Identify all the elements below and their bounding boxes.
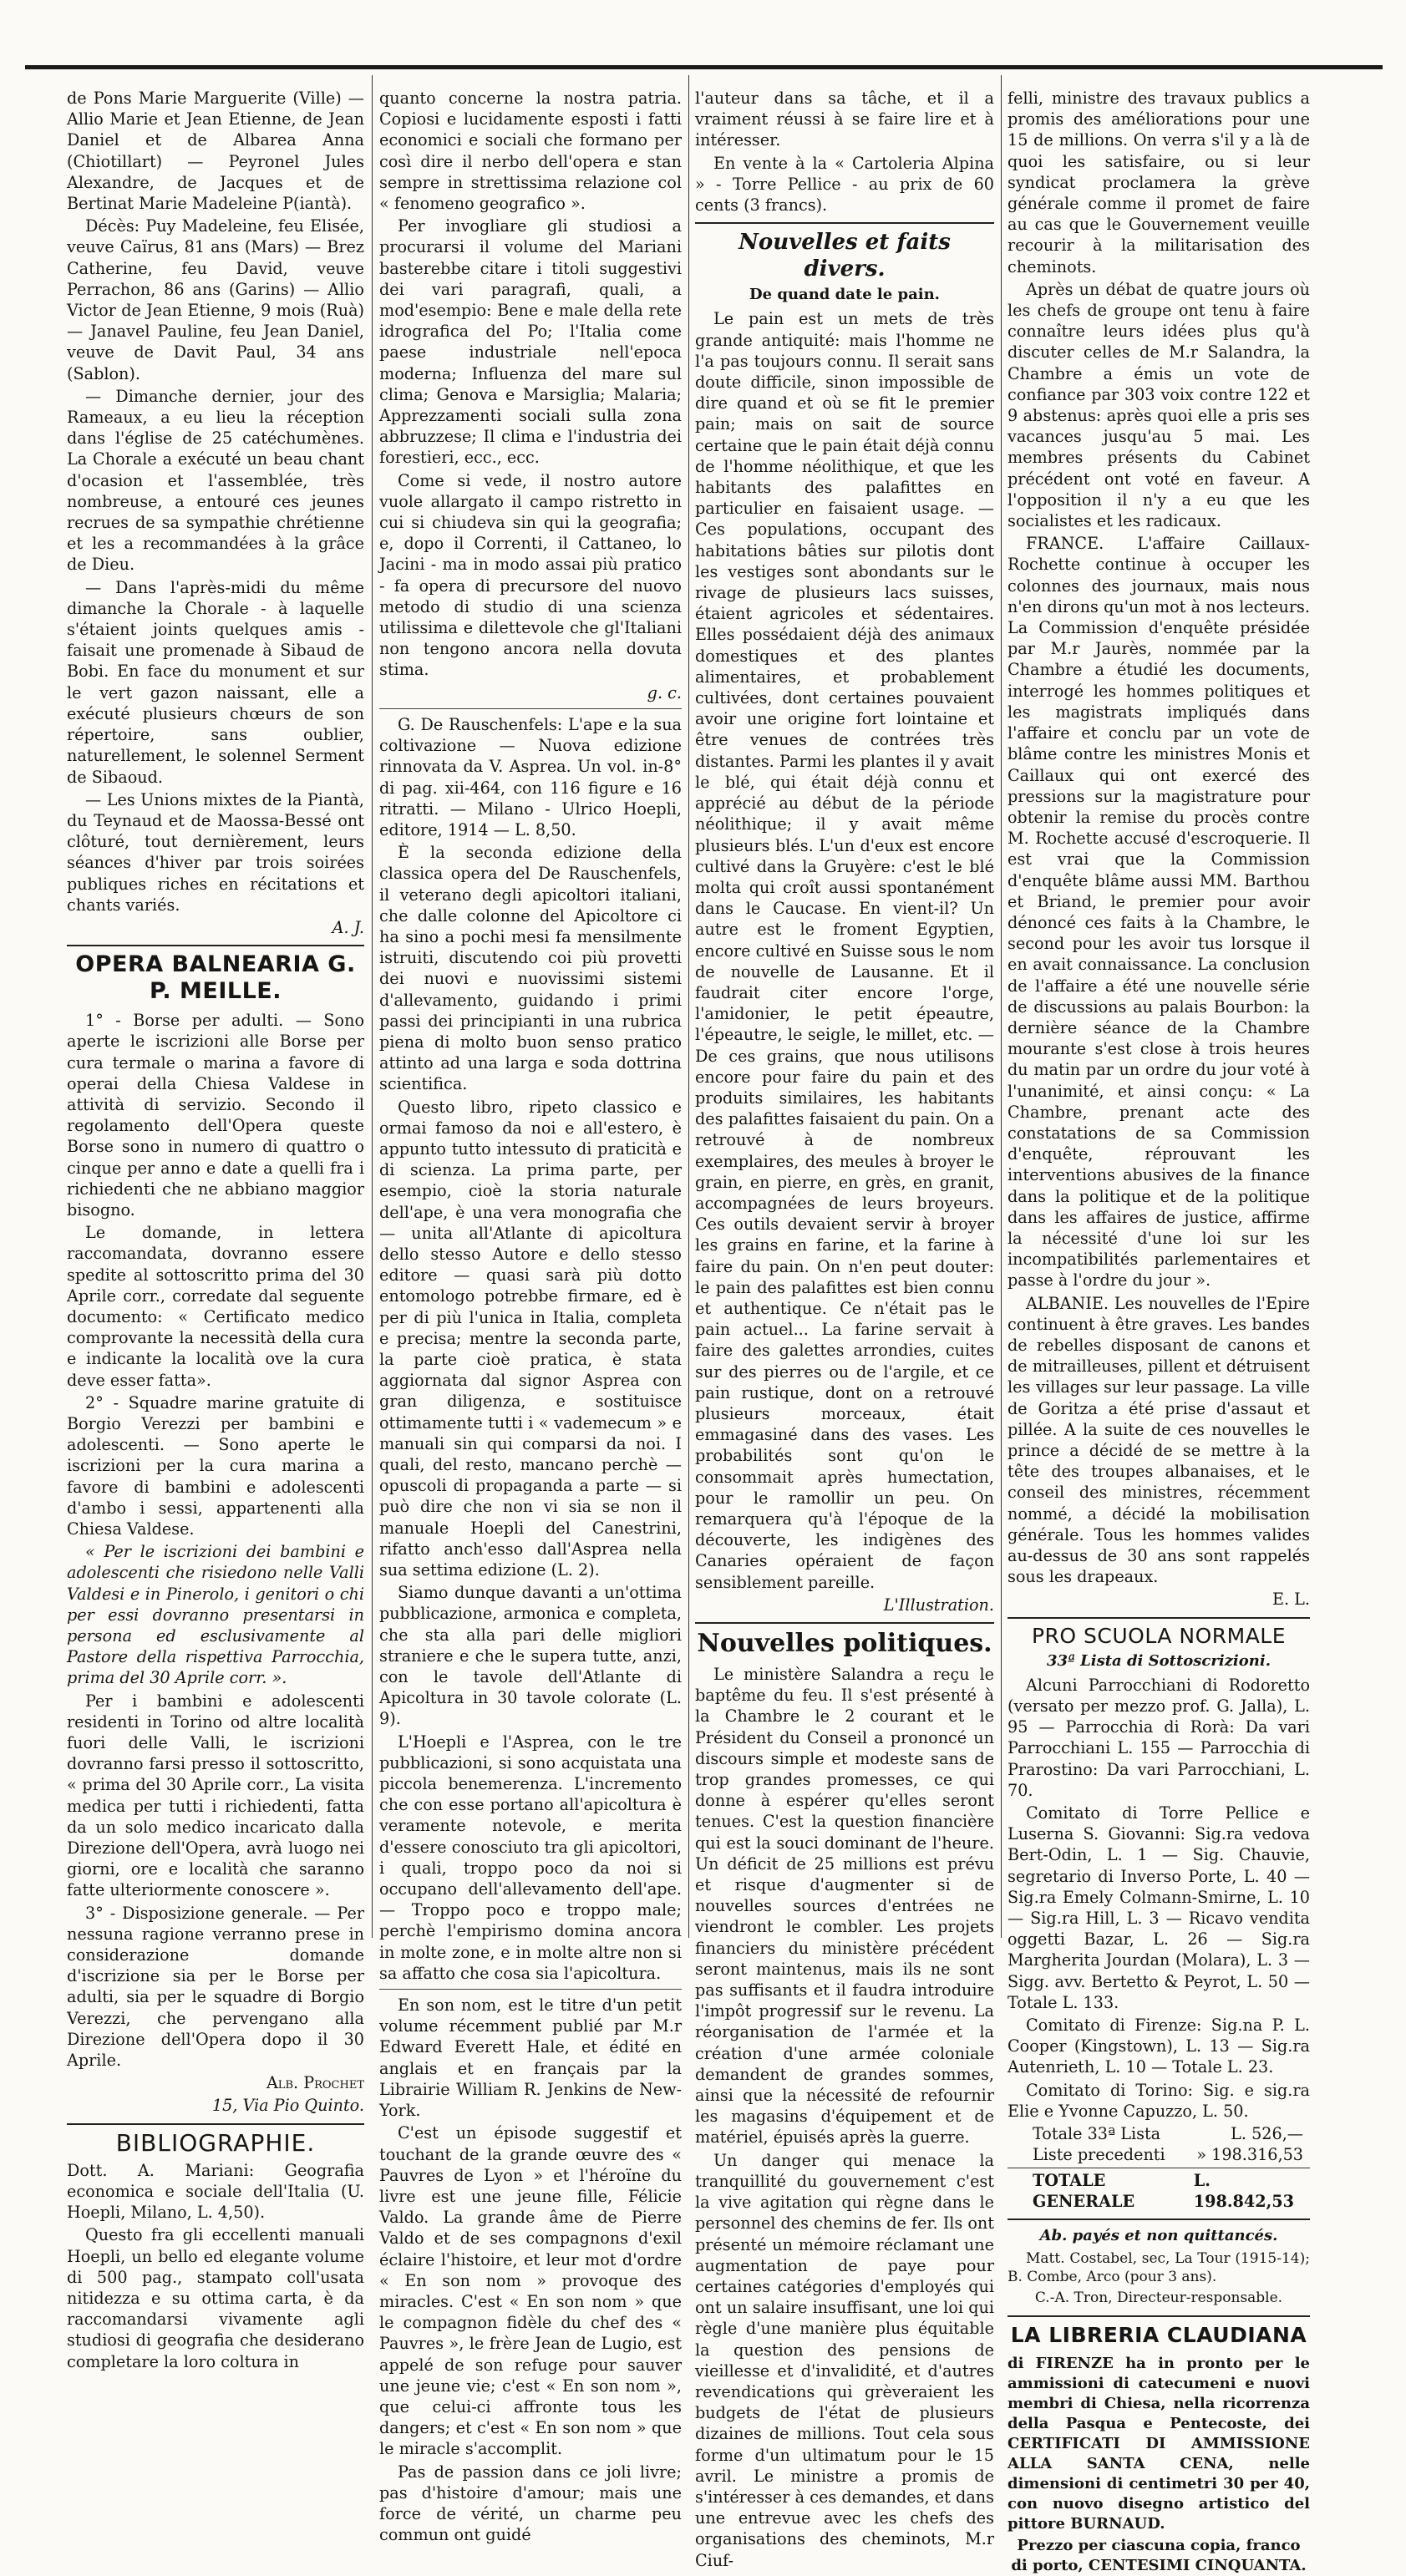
- ape-para-3: Siamo dunque davanti a un'ottima pubblicazione, armonica e completa, che sta alla pari delle migliori straniere e che le supera tutte, anzi, con le tavole dell'Atlante di Apicoltura in 30 tavole colorate (L. 9).: [379, 1583, 682, 1729]
- opera-para-5: Per i bambini e adolescenti residenti in Torino od altre località fuori delle Valli, le iscrizioni dovranno farsi presso il sottoscritto, « prima del 30 Aprile corr., La visita medica per tutti i richiedenti, fatta da un solo medico incaricato dalla Direzione dell'Opera, avrà luogo nei giorni, ore e località che saranno fatte ulteriormente conoscere ».: [67, 1691, 364, 1900]
- divider: [695, 1622, 994, 1624]
- column-rule-2: [688, 75, 689, 1938]
- biblio-entry-1: Dott. A. Mariani: Geografia economica e sociale dell'Italia (U. Hoepli, Milano, L. 4,50).: [67, 2160, 364, 2223]
- divider: [1008, 1617, 1310, 1619]
- pain-article: Le pain est un mets de très grande antiquité: mais l'homme ne l'a pas toujours connu. Il serait sans doute difficile, sinon impossible de dire quand et où se fit le premier pain; mais on sait de source certaine que le pain était déjà connu de l'homme néolithique, et que les habitants des palafittes en particulier en faisaient usage. — Ces populations, occupant des habitations bâties sur pilotis dont les vestiges sont abondants sur le rivage de plusieurs lacs suisses, étaient agricoles et sédentaires. Elles possédaient déjà des animaux domestiques et des plantes alimentaires, et probablement cultivées, dont certaines pouvaient avoir une origine fort lointaine et être venues de contrées très distantes. Parmi les plantes il y avait le blé, qui était déjà connu et apprécié au début de la période néolithique; il y avait même plusieurs blés. L'un d'eux est encore cultivé dans la Gruyère: c'est le blé molta qui croît aussi spontanément dans le Caucase. En vient-il? Un autre est le froment Egyptien, encore cultivé en Suisse sous le nom de nouvelle de Lausanne. Et il faudrait citer encore l'orge, l'amidonier, le petit épeautre, l'épeautre, le seigle, le millet, etc. — De ces grains, que nous utilisons encore pour faire du pain et des produits similaires, les habitants des palafittes faisaient du pain. On a retrouvé à de nombreux exemplaires, des meules à broyer le grain, en pierre, en grès, en granit, accompagnées de leurs broyeurs. Ces outils devaient servir à broyer les grains en farine, et la farine à faire du pain. On n'en peut douter: le pain des palafittes est bien connu et authentique. Ce n'était pas le pain actuel... La farine servait à faire des galettes arrondies, cuites sur des pierres ou de l'argile, et ce pain rustique, dont on a retrouvé plusieurs morceaux, était emmagasiné dans des vases. Les probabilités sont qu'on le consommait après humectation, pour le ramollir un peu. On remarquera qu'à l'époque de la découverte, les indigènes des Canaries opéraient de façon sensiblement pareille.: [695, 309, 995, 1592]
- total-label: Liste precedenti: [1033, 2145, 1165, 2165]
- abonnes-list: Matt. Costabel, sec, La Tour (1915-14); B. Combe, Arco (pour 3 ans).: [1008, 2250, 1310, 2286]
- libreria-title: LA LIBRERIA CLAUDIANA: [1010, 2323, 1307, 2348]
- divider: [379, 708, 682, 709]
- divider: [379, 1989, 682, 1990]
- book-cont: l'auteur dans sa tâche, et il a vraiment réussi à se faire lire et à intéresser.: [695, 89, 994, 150]
- births-text: de Pons Marie Marguerite (Ville) — Allio Marie et Jean Etienne, de Jean Daniel et de Albarea Anna (Chiotillart) — Peyronel Jules Alexandre, de Jacques et de Bertinat Marie Madeleine P(iantà).: [67, 89, 364, 214]
- opera-para-2: Le domande, in lettera raccomandata, dovranno essere spedite al sottoscritto prima del 30 Aprile corr., corredate dal seguente documento: « Certificato medico comprovante la necessità della cura e indicante la località ove la cura deve esser fatta».: [67, 1223, 364, 1390]
- column-rule-1: [372, 75, 373, 1938]
- opera-title: OPERA BALNEARIA G. P. MEILLE.: [75, 951, 356, 1005]
- news-chorale: — Dans l'après-midi du même dimanche la Chorale - à laquelle s'étaient joints quelques amis - faisait une promenade à Sibaud de Bobi. En face du monument et sur le vert gazon naissant, elle a exécuté plusieurs chœurs de son répertoire, sans oublier, naturellement, le solennel Serment de Sibaoud.: [67, 577, 364, 787]
- politiques-para-1: Le ministère Salandra a reçu le baptême du feu. Il s'est présenté à la Chambre le 2 courant et le Président du Conseil a prononcé un discours simple et modeste sans de trop grandes promesses, ce qui donne à espérer qu'elles seront tenues. C'est la question financière qui est la souci dominant de l'heure. Un déficit de 25 millions est prévu et risque d'augmenter si de nouvelles sources d'entrées ne viendront le combler. Les projets financiers du ministère précédent seront maintenus, mais ils ne sont pas suffisants et il faudra introduire l'impôt progressif sur le revenu. La réorganisation de l'armée et la création d'une armée coloniale demandent de grandes sommes, ainsi que la nécessité de refournir les magasins d'équipement et de matériel, épuisés après la guerre.: [695, 1665, 994, 2148]
- ape-para-4: L'Hoepli e l'Asprea, con le tre pubblicazioni, si sono acquistata una piccola benemerenza. L'incremento che con esse portano all'apicoltura è veramente notevole, e merita d'essere conosciuto tra gli apicoltori, i quali, troppo poco da noi si occupano dell'allevamento dell'ape. — Troppo poco e troppo male; perchè l'empirismo domina ancora in molte zone, e in molte altre non si sa affatto che cosa sia l'apicoltura.: [379, 1732, 682, 1983]
- grand-total-row: [1008, 2168, 1310, 2212]
- italy-cont: felli, ministre des travaux publics a promis des améliorations pour une 15 de millions. On verra s'il y a là de quoi les satisfaire, ou si leur syndicat proclamera la grève générale comme il promet de faire au cas que le Gouvernement veuille recourir à la militarisation des cheminots.: [1008, 89, 1310, 276]
- en-son-nom-3: Pas de passion dans ce joli livre; pas d'histoire d'amour; mais une force de vérité, un charme peu commun ont guidé: [379, 2462, 682, 2545]
- albania-news: ALBANIE. Les nouvelles de l'Epire continuent à être graves. Les bandes de rebelles disposant de canons et de mitrailleuses, pillent et détruisent les villages sur leur passage. La ville de Goritza a été prise d'assaut et pillée. A la suite de ces nouvelles le prince a décidé de se mettre à la tête des troupes albanaises, et le conseil des ministres, récemment nommé, a décidé la mobilisation générale. Tous les hommes valides au-dessus de 30 ans sont rappelés sous les drapeaux.: [1008, 1293, 1310, 1587]
- politiques-title: Nouvelles politiques.: [697, 1629, 992, 1659]
- opera-para-3: 2° - Squadre marine gratuite di Borgio Verezzi per bambini e adolescenti. — Sono aperte le iscrizioni per la cura marina a favore di bambini e adolescenti d'ambo i sessi, appartenenti alla Chiesa Valdese.: [67, 1392, 364, 1539]
- total-row-1: [1008, 2123, 1310, 2144]
- director-line: C.-A. Tron, Directeur-responsable.: [1034, 2289, 1283, 2307]
- top-rule: [25, 65, 1383, 69]
- signature-gc: g. c.: [647, 682, 682, 702]
- news-unions: — Les Unions mixtes de la Piantà, du Teynaud et de Maossa-Bessé ont clôturé, tout dernièrement, leurs séances d'hiver par trois soirées publiques riches en récitations et chants variés.: [67, 789, 364, 915]
- divider: [1008, 2219, 1310, 2220]
- pro-scuola-title: PRO SCUOLA NORMALE: [1031, 1623, 1287, 1648]
- ape-para-1: È la seconda edizione della classica opera del De Rauschenfels, il veterano degli apicoltori italiani, che dalle colonne del Apicoltore ci ha sino a pochi mesi fa mensilmente istruiti, discutendo coi più provetti dei nuovi e nuovissimi sistemi d'allevamento, guidando i primi passi dei principianti in una rubrica piena di molto buon senso pratico attinto ad una larga e soda dottrina scientifica.: [379, 843, 682, 1094]
- column-1: [67, 88, 364, 2371]
- opera-signature: Alb. Prochet: [266, 2073, 364, 2093]
- opera-para-1: 1° - Borse per adulti. — Sono aperte le iscrizioni alle Borse per cura termale o marina a favore di operai della Chiesa Valdese in attività di servizio. Secondo il regolamento dell'Opera queste Borse sono in numero di quattro o cinque per anno e date a quelli fra i richiedenti che ne abbiano maggior bisogno.: [67, 1011, 364, 1220]
- nouvelles-title: Nouvelles et faits divers.: [739, 230, 951, 282]
- libreria-ad: di FIRENZE ha in pronto per le ammissioni di catecumeni e nuovi membri di Chiesa, nella ricorrenza della Pasqua e Pentecoste, dei CERTIFICATI DI AMMISSIONE ALLA SANTA CENA, nelle dimensioni di centimetri 30 per 40, con nuovo disegno artistico del pittore BURNAUD.: [1008, 2355, 1310, 2533]
- column-4: [1008, 88, 1310, 2575]
- en-son-nom-1: En son nom, est le titre d'un petit volume récemment publié par M.r Edward Everett Hale, et édité en anglais et en français par la Librairie William R. Jenkins de New-York.: [379, 1995, 682, 2121]
- signature-el: E. L.: [1271, 1590, 1310, 1610]
- abonnes-title: Ab. payés et non quittancés.: [1039, 2226, 1278, 2244]
- review-cont: quanto concerne la nostra patria. Copiosi e lucidamente esposti i fatti economici e sociali che formano per così dire il nerbo dell'opera e stan sempre in strettissima relazione col « fenomeno geografico ».: [379, 89, 682, 214]
- total-label: Totale 33ª Lista: [1033, 2124, 1161, 2144]
- pro-list-4: Comitato di Torino: Sig. e sig.ra Elie e Yvonne Capuzzo, L. 50.: [1008, 2080, 1310, 2121]
- politiques-para-2: Un danger qui menace la tranquillité du gouvernement c'est la vive agitation qui règne dans le personnel des chemins de fer. Ils ont présenté un mémoire réclamant une augmentation de paye pour certaines catégories d'employés qui ont un salaire insuffisant, une loi qui règle d'une manière plus équitable la question des pensions de vieillesse et d'invalidité, et d'autres revendications qui grèveraient les budgets de l'état de plusieurs dizaines de millions. Tout cela sous forme d'un ultimatum pour le 15 avril. Le ministre a promis de s'intéresser à ces demandes, et dans une entrevue avec les chefs des organisations des cheminots, M.r Ciuf-: [695, 2150, 994, 2570]
- total-row-2: [1008, 2144, 1310, 2165]
- column-2: [379, 88, 682, 2545]
- pro-list-2: Comitato di Torre Pellice e Luserna S. Giovanni: Sig.ra vedova Bert-Odin, L. 1 — Sig. Chauvie, segretario di Inverso Porte, L. 40 — Sig.ra Emely Colmann-Smirne, L. 10 — Sig.ra Hill, L. 3 — Ricavo vendita oggetti Bazar, L. 26 — Sig.ra Margherita Jourdan (Molara), L. 3 — Sigg. avv. Bertetto & Peyrot, L. 50 — Totale L. 133.: [1008, 1803, 1310, 2012]
- divider: [695, 222, 994, 224]
- deaths-text: Décès: Puy Madeleine, feu Elisée, veuve Caïrus, 81 ans (Mars) — Brez Catherine, feu David, veuve Perrachon, 86 ans (Garins) — Allio Victor de Jean Etienne, 9 mois (Ruà) — Janavel Pauline, feu Jean Daniel, veuve de Davit Paul, 34 ans (Sablon).: [67, 216, 364, 383]
- biblio-entry-2: G. De Rauschenfels: L'ape e la sua coltivazione — Nuova edizione rinnovata da V. Asprea. Un vol. in-8° di pag. xii-464, con 116 figure e 16 ritratti. — Milano - Ulrico Hoepli, editore, 1914 — L. 8,50.: [379, 714, 682, 839]
- divider: [67, 2123, 364, 2125]
- libreria-price: Prezzo per ciascuna copia, franco di porto, CENTESIMI CINQUANTA.: [1011, 2537, 1307, 2575]
- pro-list-1: Alcuni Parrocchiani di Rodoretto (versato per mezzo prof. G. Jalla), L. 95 — Parrocchia di Rorà: Da vari Parrocchiani L. 155 — Parrocchia di Prarostino: Da vari Parrocchiani, L. 70.: [1008, 1675, 1310, 1800]
- opera-address: 15, Via Pio Quinto.: [211, 2096, 364, 2116]
- pro-list-3: Comitato di Firenze: Sig.na P. L. Cooper (Kingstown), L. 13 — Sig.ra Autenrieth, L. 10 — Totale L. 23.: [1008, 2016, 1310, 2077]
- ape-para-2: Questo libro, ripeto classico e ormai famoso da noi e all'estero, è appunto tutto intessuto di praticità e di scienza. La prima parte, per esempio, cioè la storia naturale dell'ape, è una vera monografia che — unita all'Atlante di apicoltura dello stesso Autore e dello stesso editore — quasi sarà più dotto entomologo potrebbe firmare, ed è per di più l'unica in Italia, completa e precisa; mentre la seconda parte, la parte cioè pratica, è stata aggiornata dal signor Asprea con gran diligenza, e sostituisce ottimamente tutti i « vademecum » e manuali sin qui comparsi da noi. I quali, del resto, mancano perchè — opuscoli di propaganda a parte — si può dire che non vi sia se non il manuale Hoepli del Canestrini, rifatto anch'esso dall'Asprea nella sua settima edizione (L. 2).: [379, 1097, 682, 1580]
- biblio-review-1: Questo fra gli eccellenti manuali Hoepli, un bello ed elegante volume di 500 pag., stampato coll'usata nitidezza e su ottima carta, è da raccomandarsi vivamente agli studiosi di geografia che desiderano completare la loro coltura in: [67, 2225, 364, 2371]
- en-son-nom-2: C'est un épisode suggestif et touchant de la grande œuvre des « Pauvres de Lyon » et l'héroïne du livre est une jeune fille, Félicie Valdo. La grande âme de Pierre Valdo et de ses compagnons d'exil éclaire l'histoire, et leur mot d'ordre « En son nom » provoque des miracles. C'est « En son nom » que le compagnon fidèle du chef des « Pauvres », le frère Jean de Lugio, est appelé de son refuge pour sauver une jeune vie; c'est « En son nom », que celui-ci affronte tous les dangers; et c'est « En son nom » que le miracle s'accomplit.: [379, 2123, 682, 2459]
- divider: [67, 945, 364, 946]
- divider: [1008, 2315, 1310, 2317]
- book-sale: En vente à la « Cartoleria Alpina » - Torre Pellice - au prix de 60 cents (3 francs).: [695, 153, 994, 216]
- news-rameaux: — Dimanche dernier, jour des Rameaux, a eu lieu la réception dans l'église de 25 catéchumènes. La Chorale a exécuté un beau chant d'ocasion et l'assemblée, très nombreuse, a entouré ces jeunes recrues de sa sympathie chrétienne et les a recommandées à la grâce de Dieu.: [67, 386, 364, 575]
- nouvelles-subtitle: De quand date le pain.: [749, 286, 940, 304]
- pain-source: L'Illustration.: [883, 1595, 994, 1615]
- total-value: » 198.316,53: [1196, 2145, 1303, 2165]
- review-para-3: Come si vede, il nostro autore vuole allargato il campo ristretto in cui si chiudeva sin qui la geografia; e, dopo il Correnti, il Cattaneo, lo Jacini - ma in modo assai più pratico - fa opera di precursore del nuovo metodo di studio di una scienza utilissima e dilettevole che gl'Italiani non tengono ancora nella dovuta stima.: [379, 470, 682, 680]
- grand-total-label: TOTALE GENERALE: [1033, 2170, 1135, 2211]
- review-para-2: Per invogliare gli studiosi a procurarsi il volume del Mariani basterebbe citare i titoli suggestivi dei vari paragrafi, quali, a mod'esempio: Bene e male della rete idrografica del Po; l'Italia come paese industriale nell'epoca moderna; Influenza del mare sul clima; Genova e Marsiglia; Malaria; Apprezzamenti sociali sulla zona abbruzzese; Il clima e l'industria dei forestieri, ecc., ecc.: [379, 216, 682, 468]
- france-news: FRANCE. L'affaire Caillaux-Rochette continue à occuper les colonnes des journaux, mais nous n'en dirons qu'un mot à nos lecteurs. La Commission d'enquête présidée par M.r Jaurès, nommée par la Chambre a étudié les documents, interrogé les hommes politiques et les magistrats impliqués dans l'affaire et conclu par un vote de blâme contre les ministres Monis et Caillaux qui ont exercé des pressions sur la magistrature pour obtenir la remise du procès contre M. Rochette accusé d'escroquerie. Il est vrai que la Commission d'enquête blâme aussi MM. Barthou et Briand, le premier pour avoir dénoncé ces faits à la Chambre, le second pour les avoir tus lorsque il en avait connaissance. La conclusion de l'affaire a été une nouvelle série de discussions au palais Bourbon: la dernière séance de la Chambre mourante s'est close à trois heures du matin par un ordre du jour voté à l'unanimité, et ainsi conçu: « La Chambre, prenant acte des constatations de sa Commission d'enquête, réprouvant les interventions abusives de la finance dans la politique et de la politique dans les affaires de justice, affirme la nécessité d'une loi sur les incompatibilités parlementaires et passe à l'ordre du jour ».: [1008, 534, 1310, 1291]
- column-3: [695, 88, 995, 2570]
- opera-para-6: 3° - Disposizione generale. — Per nessuna ragione verranno prese in considerazione domande d'iscrizione sia per le Borse per adulti, sia per le squadre di Borgio Verezzi, che pervengano alla Direzione dell'Opera dopo il 30 Aprile.: [67, 1903, 364, 2071]
- italy-vote: Après un débat de quatre jours où les chefs de groupe ont tenu à faire connaître leurs idées plus qu'à discuter celles de M.r Salandra, la Chambre a émis un vote de confiance par 303 voix contre 122 et 9 abstenus: après quoi elle a pris ses vacances jusqu'au 5 mai. Les membres présents du Cabinet précédent ont voté en faveur. A l'opposition il n'y a eu que les socialistes et les radicaux.: [1008, 279, 1310, 531]
- total-value: L. 526,—: [1231, 2124, 1303, 2144]
- pro-scuola-subtitle: 33ª Lista di Sottoscrizioni.: [1047, 1651, 1271, 1670]
- column-rule-3: [1001, 75, 1002, 1938]
- signature-aj: A. J.: [332, 917, 364, 937]
- bibliography-title: BIBLIOGRAPHIE.: [115, 2128, 316, 2157]
- grand-total-value: L. 198.842,53: [1193, 2170, 1294, 2211]
- opera-para-4: « Per le iscrizioni dei bambini e adolescenti che risiedono nelle Valli Valdesi e in Pinerolo, i genitori o chi per essi dovranno presentarsi in persona ed esclusivamente al Pastore della rispettiva Parrocchia, prima del 30 Aprile corr. ».: [67, 1542, 364, 1688]
